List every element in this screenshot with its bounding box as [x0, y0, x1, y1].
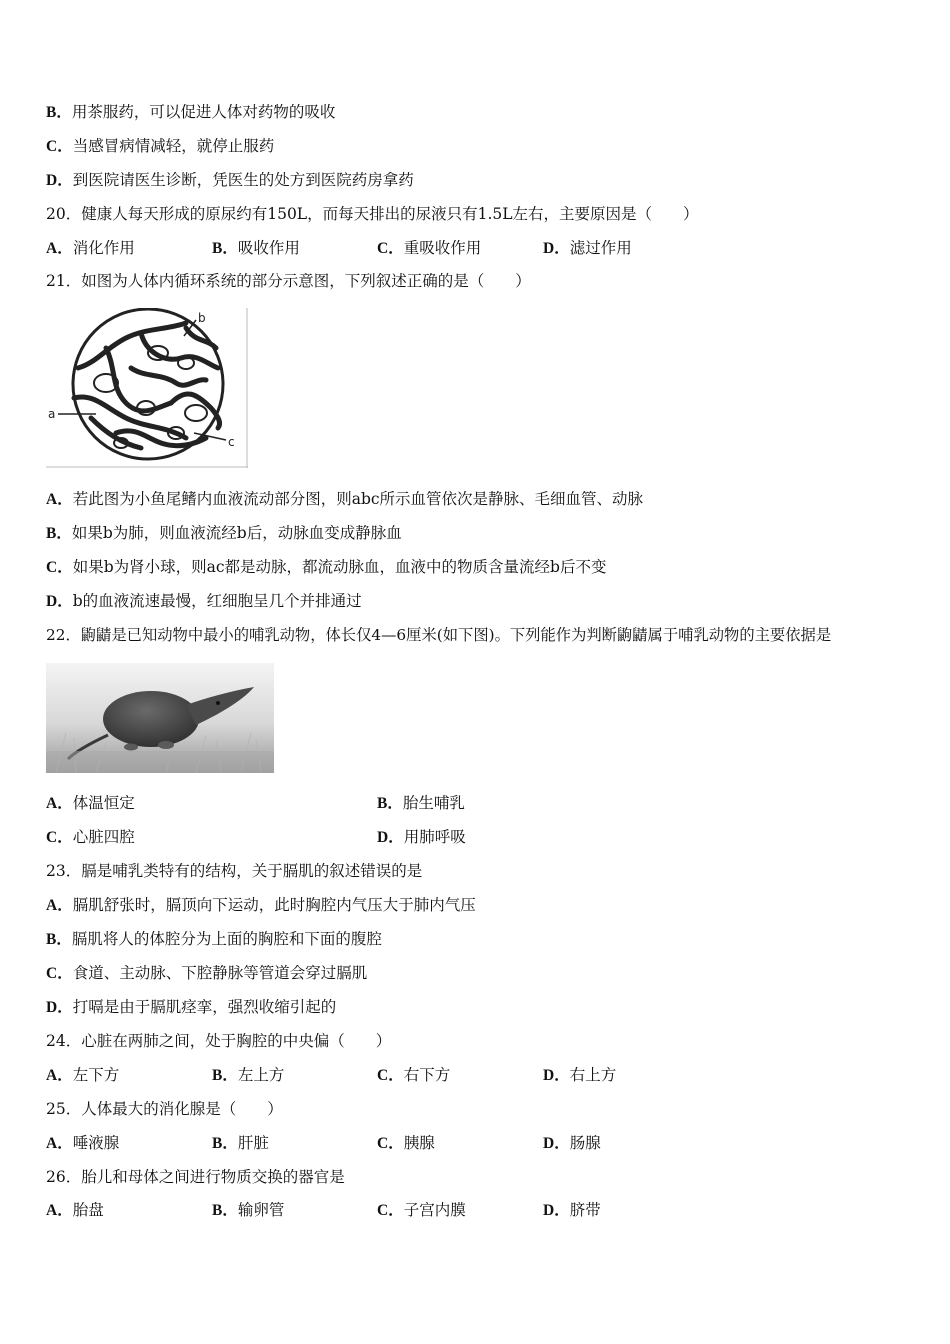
- option-label: B．: [46, 525, 72, 542]
- q25-option-d: [543, 1132, 601, 1155]
- option-text: b的血液流速最慢，红细胞呈几个并排通过: [72, 592, 362, 610]
- q25-option-c: [377, 1132, 435, 1155]
- label-a: a: [48, 407, 56, 421]
- q25-option-a: [46, 1132, 119, 1155]
- option-text: 食道、主动脉、下腔静脉等管道会穿过膈肌: [72, 964, 368, 982]
- option-label: C．: [46, 829, 73, 846]
- option-label: A．: [46, 795, 73, 812]
- q21-option-c: [46, 556, 606, 579]
- q24-option-c: [377, 1064, 450, 1087]
- q21-stem: 21．如图为人体内循环系统的部分示意图，下列叙述正确的是（ ）: [46, 272, 531, 290]
- q25-option-b: [212, 1132, 269, 1155]
- option-text: 滤过作用: [569, 239, 632, 257]
- option-text: 吸收作用: [237, 239, 300, 257]
- option-label: C．: [46, 965, 73, 982]
- q20-option-d: [543, 237, 632, 260]
- option-text: 如果b为肺，则血液流经b后，动脉血变成静脉血: [71, 524, 402, 542]
- option-text: 心脏四腔: [72, 828, 135, 846]
- option-label: A．: [46, 1202, 73, 1219]
- option-label: D．: [377, 829, 404, 846]
- q26-option-b: [212, 1199, 284, 1222]
- option-label: C．: [46, 559, 73, 576]
- q26-option-c: [377, 1199, 466, 1222]
- option-text: 膈肌将人的体腔分为上面的胸腔和下面的腹腔: [71, 930, 382, 948]
- option-text: 胎生哺乳: [402, 794, 465, 812]
- q19-option-b: [46, 101, 335, 124]
- q21-option-a: [46, 488, 643, 511]
- q24-option-a: [46, 1064, 119, 1087]
- option-label: D．: [543, 1067, 570, 1084]
- q22-stem: 22．鼩鼱是已知动物中最小的哺乳动物，体长仅4—6厘米(如下图)。下列能作为判断鼩鼱属于哺乳动物的主要依据是: [46, 626, 832, 644]
- option-text: 胎盘: [72, 1201, 104, 1219]
- q23-option-d: [46, 996, 336, 1019]
- q23-option-c: [46, 962, 367, 985]
- option-text: 当感冒病情减轻，就停止服药: [72, 137, 275, 155]
- option-label: C．: [377, 1135, 404, 1152]
- q24-stem: 24．心脏在两肺之间，处于胸腔的中央偏（ ）: [46, 1032, 392, 1050]
- q20-option-a: [46, 237, 135, 260]
- option-label: A．: [46, 1135, 73, 1152]
- q22-option-b: [377, 792, 465, 815]
- option-text: 体温恒定: [72, 794, 135, 812]
- option-text: 用茶服药，可以促进人体对药物的吸收: [71, 103, 336, 121]
- option-text: 膈肌舒张时，膈顶向下运动，此时胸腔内气压大于肺内气压: [72, 896, 476, 914]
- option-label: C．: [377, 1202, 404, 1219]
- shrew-image: [46, 663, 274, 773]
- q19-option-c: [46, 135, 274, 158]
- q23-option-b: [46, 928, 382, 951]
- option-label: C．: [377, 240, 404, 257]
- option-label: B．: [212, 1135, 238, 1152]
- option-label: C．: [377, 1067, 404, 1084]
- option-label: B．: [212, 1067, 238, 1084]
- label-c: c: [228, 435, 235, 449]
- q22-option-a: [46, 792, 135, 815]
- q22-option-d: [377, 826, 466, 849]
- option-label: B．: [212, 240, 238, 257]
- option-text: 脐带: [569, 1201, 601, 1219]
- q20-option-b: [212, 237, 300, 260]
- option-label: A．: [46, 491, 73, 508]
- option-label: A．: [46, 1067, 73, 1084]
- option-label: A．: [46, 240, 73, 257]
- q20-option-c: [377, 237, 481, 260]
- option-text: 肠腺: [569, 1134, 601, 1152]
- q24-option-d: [543, 1064, 616, 1087]
- q20-stem: 20．健康人每天形成的原尿约有150L，而每天排出的尿液只有1.5L左右，主要原因是（ ）: [46, 205, 699, 223]
- capillary-network-figure: [46, 308, 248, 468]
- q26-option-d: [543, 1199, 601, 1222]
- label-b: b: [198, 311, 206, 325]
- option-text: 肝脏: [237, 1134, 269, 1152]
- option-label: D．: [543, 240, 570, 257]
- option-text: 如果b为肾小球，则ac都是动脉，都流动脉血，血液中的物质含量流经b后不变: [72, 558, 607, 576]
- option-label: B．: [377, 795, 403, 812]
- option-text: 用肺呼吸: [403, 828, 466, 846]
- option-text: 左上方: [237, 1066, 285, 1084]
- option-label: C．: [46, 138, 73, 155]
- option-label: D．: [543, 1135, 570, 1152]
- option-label: D．: [46, 172, 73, 189]
- option-label: B．: [212, 1202, 238, 1219]
- option-text: 输卵管: [237, 1201, 285, 1219]
- option-text: 右下方: [403, 1066, 451, 1084]
- option-text: 子宫内膜: [403, 1201, 466, 1219]
- q21-option-d: [46, 590, 362, 613]
- q19-option-d: [46, 169, 414, 192]
- option-text: 胰腺: [403, 1134, 435, 1152]
- q24-option-b: [212, 1064, 284, 1087]
- option-text: 唾液腺: [72, 1134, 120, 1152]
- q23-option-a: [46, 894, 476, 917]
- option-text: 重吸收作用: [403, 239, 482, 257]
- option-label: B．: [46, 104, 72, 121]
- option-label: D．: [46, 999, 73, 1016]
- option-text: 右上方: [569, 1066, 617, 1084]
- shrew-photo: [46, 663, 274, 773]
- option-label: D．: [46, 593, 73, 610]
- blood-vessel-diagram: [46, 308, 248, 468]
- option-text: 打嗝是由于膈肌痉挛，强烈收缩引起的: [72, 998, 337, 1016]
- option-label: A．: [46, 897, 73, 914]
- q21-option-b: [46, 522, 402, 545]
- option-label: D．: [543, 1202, 570, 1219]
- option-text: 若此图为小鱼尾鳍内血液流动部分图，则abc所示血管依次是静脉、毛细血管、动脉: [72, 490, 644, 508]
- option-label: B．: [46, 931, 72, 948]
- option-text: 左下方: [72, 1066, 120, 1084]
- q23-stem: 23．膈是哺乳类特有的结构，关于膈肌的叙述错误的是: [46, 862, 423, 880]
- q25-stem: 25．人体最大的消化腺是（ ）: [46, 1100, 283, 1118]
- q26-option-a: [46, 1199, 104, 1222]
- option-text: 消化作用: [72, 239, 135, 257]
- q26-stem: 26．胎儿和母体之间进行物质交换的器官是: [46, 1168, 345, 1186]
- option-text: 到医院请医生诊断，凭医生的处方到医院药房拿药: [72, 171, 414, 189]
- q22-option-c: [46, 826, 135, 849]
